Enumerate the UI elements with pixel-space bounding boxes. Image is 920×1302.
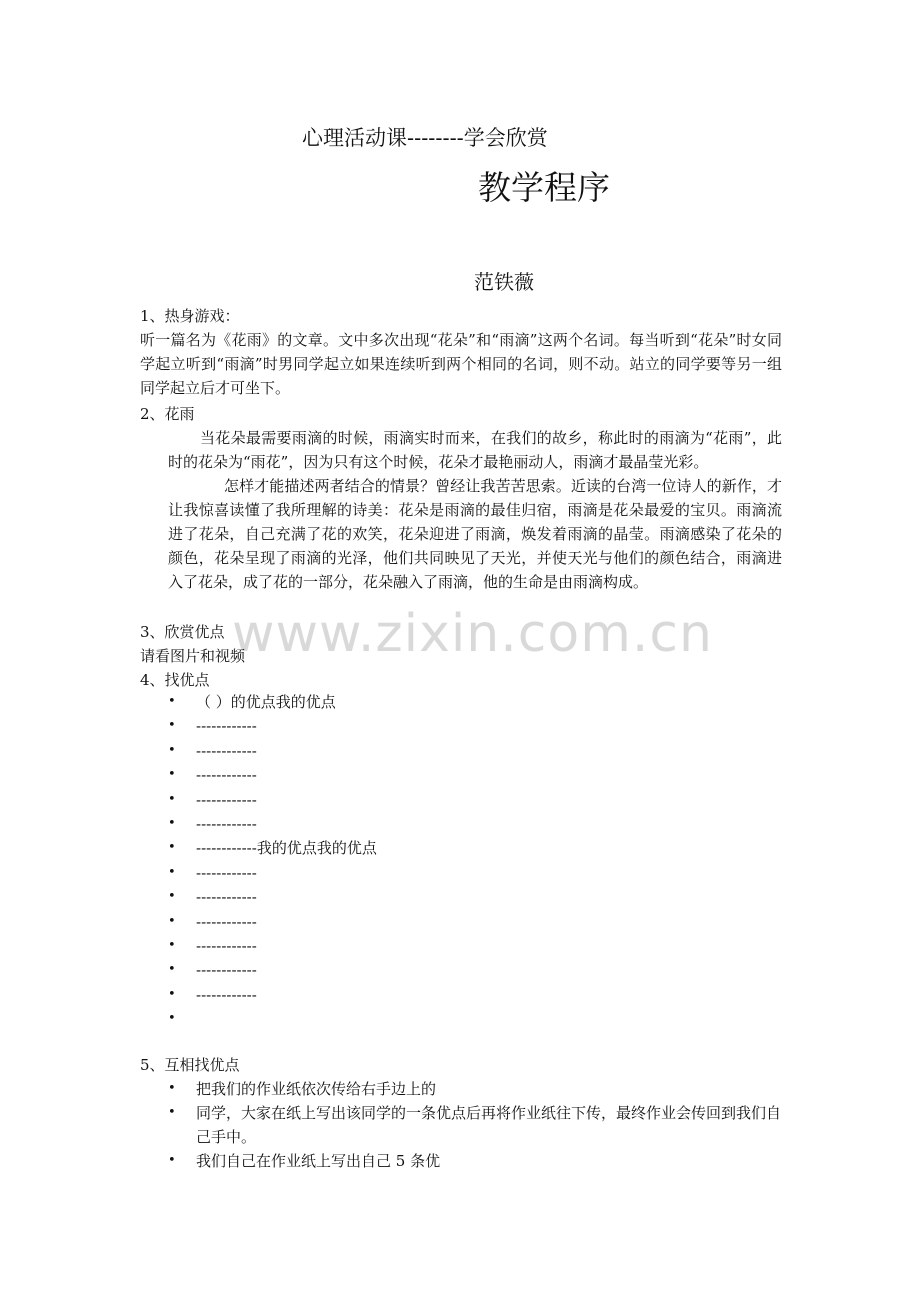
list-item: • ------------	[168, 739, 377, 763]
list-item: • ------------	[168, 983, 377, 1007]
list-item: • ------------我的优点我的优点	[168, 836, 377, 860]
list-item: • ------------	[168, 934, 377, 958]
section-1-heading: 1、热身游戏：	[140, 307, 240, 325]
section-2-paragraph-1: 当花朵最需要雨滴的时候，雨滴实时而来，在我们的故乡，称此时的雨滴为“花雨”，此时的花朵为“雨花”，因为只有这个时候，花朵才最艳丽动人，雨滴才最晶莹光彩。	[168, 429, 782, 471]
list-item: • （ ）的优点我的优点	[168, 690, 377, 714]
list-item: • ------------	[168, 861, 377, 885]
strengths-list	[168, 690, 377, 1031]
section-1-body: 听一篇名为《花雨》的文章。文中多次出现“花朵”和“雨滴”这两个名词。每当听到“花朵”时女同学起立听到“雨滴”时男同学起立如果连续听到两个相同的名词，则不动。站立的同学要等另一组同学起立后才可坐下。	[140, 331, 782, 397]
list-item: • ------------	[168, 788, 377, 812]
section-5-heading: 5、互相找优点	[140, 1056, 240, 1074]
section-3-body: 请看图片和视频	[140, 647, 246, 665]
list-item: • 我们自己在作业纸上写出自己 5 条优	[168, 1149, 788, 1173]
document-title: 心理活动课--------学会欣赏	[302, 126, 548, 150]
list-item: • ------------	[168, 910, 377, 934]
list-item: • ------------	[168, 763, 377, 787]
section-3-heading: 3、欣赏优点	[140, 623, 225, 641]
document-subtitle: 教学程序	[478, 168, 610, 207]
section-2-heading: 2、花雨	[140, 405, 195, 423]
watermark: www.zixin.com.cn	[232, 604, 713, 664]
list-item: • ------------	[168, 714, 377, 738]
list-item: • ------------	[168, 885, 377, 909]
author-name: 范铁薇	[474, 270, 534, 294]
list-item	[168, 1007, 377, 1031]
section-2-paragraph-2: 怎样才能描述两者结合的情景？曾经让我苦苦思索。近读的台湾一位诗人的新作，才让我惊喜读懂了我所理解的诗美：花朵是雨滴的最佳归宿，雨滴是花朵最爱的宝贝。雨滴流进了花朵，自己充满了花的欢笑，花朵迎进了雨滴，焕发着雨滴的晶莹。雨滴感染了花朵的颜色，花朵呈现了雨滴的光泽，他们共同映见了天光，并使天光与他们的颜色结合，雨滴进入了花朵，成了花的一部分，花朵融入了雨滴，他的生命是由雨滴构成。	[168, 477, 782, 591]
list-item: • ------------	[168, 812, 377, 836]
list-item: • ------------	[168, 958, 377, 982]
list-item: • 同学，大家在纸上写出该同学的一条优点后再将作业纸往下传，最终作业会传回到我们自己手中。	[168, 1101, 788, 1149]
section-4-heading: 4、找优点	[140, 671, 210, 689]
peer-strengths-list	[168, 1077, 788, 1173]
list-item: • 把我们的作业纸依次传给右手边上的	[168, 1077, 788, 1101]
